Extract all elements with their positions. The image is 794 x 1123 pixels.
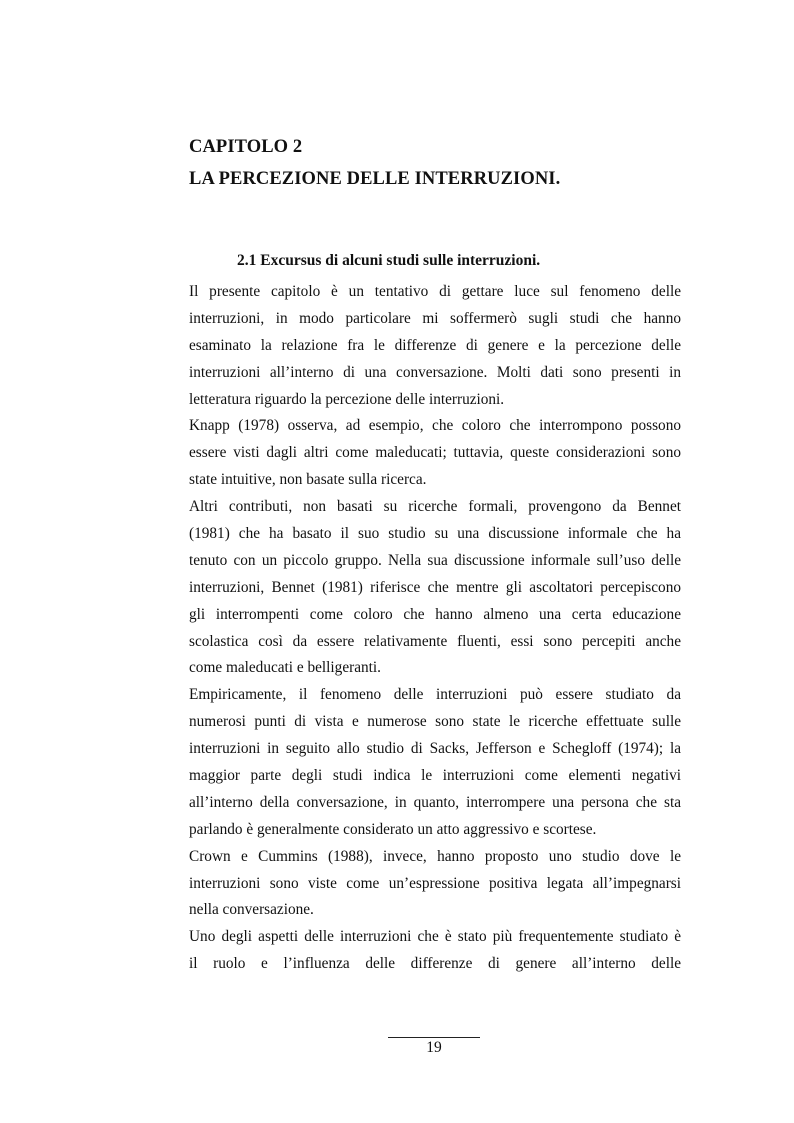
text-line: interruzioni sono viste come un’espressione positiva legata all’impegnarsi bbox=[189, 874, 681, 892]
section-heading: 2.1 Excursus di alcuni studi sulle interruzioni. bbox=[237, 252, 541, 269]
text-line: all’interno della conversazione, in quanto, interrompere una persona che sta bbox=[189, 793, 681, 811]
text-line: Altri contributi, non basati su ricerche formali, provengono da Bennet bbox=[189, 498, 681, 516]
chapter-heading bbox=[189, 131, 560, 195]
text-line: esaminato la relazione fra le differenze di genere e la percezione delle bbox=[189, 336, 681, 354]
text-line: interruzioni all’interno di una conversazione. Molti dati sono presenti in bbox=[189, 363, 681, 381]
text-line: gli interrompenti come coloro che hanno almeno una certa educazione bbox=[189, 605, 681, 623]
text-line: il ruolo e l’influenza delle differenze di genere all’interno delle bbox=[189, 955, 681, 973]
text-line: interruzioni in seguito allo studio di Sacks, Jefferson e Schegloff (1974); la bbox=[189, 740, 681, 758]
text-line: (1981) che ha basato il suo studio su una discussione informale che ha bbox=[189, 525, 681, 543]
text-line: essere visti dagli altri come maleducati; tuttavia, queste considerazioni sono bbox=[189, 444, 681, 462]
body-text bbox=[189, 279, 681, 978]
text-line: letteratura riguardo la percezione delle interruzioni. bbox=[189, 390, 505, 408]
text-line: state intuitive, non basate sulla ricerca. bbox=[189, 471, 427, 489]
text-line: scolastica così da essere relativamente fluenti, essi sono percepiti anche bbox=[189, 632, 681, 650]
page-number: 19 bbox=[426, 1039, 442, 1056]
text-line: tenuto con un piccolo gruppo. Nella sua discussione informale sull’uso delle bbox=[189, 551, 681, 569]
text-line: maggior parte degli studi indica le interruzioni come elementi negativi bbox=[189, 767, 681, 785]
text-line: Empiricamente, il fenomeno delle interruzioni può essere studiato da bbox=[189, 686, 681, 704]
text-line: parlando è generalmente considerato un atto aggressivo e scortese. bbox=[189, 820, 597, 838]
footer-divider bbox=[388, 1037, 480, 1038]
text-line: Uno degli aspetti delle interruzioni che è stato più frequentemente studiato è bbox=[189, 928, 681, 946]
text-line: Il presente capitolo è un tentativo di gettare luce sul fenomeno delle bbox=[189, 283, 681, 300]
text-line: nella conversazione. bbox=[189, 901, 314, 919]
chapter-number: CAPITOLO 2 bbox=[189, 137, 303, 157]
text-line: Knapp (1978) osserva, ad esempio, che coloro che interrompono possono bbox=[189, 417, 681, 435]
text-line: come maleducati e belligeranti. bbox=[189, 659, 381, 677]
text-line: interruzioni, Bennet (1981) riferisce che mentre gli ascoltatori percepiscono bbox=[189, 578, 681, 596]
text-line: numerosi punti di vista e numerose sono state le ricerche effettuate sulle bbox=[189, 713, 681, 731]
text-line: interruzioni, in modo particolare mi soffermerò sugli studi che hanno bbox=[189, 309, 681, 327]
chapter-title: LA PERCEZIONE DELLE INTERRUZIONI. bbox=[189, 169, 561, 189]
text-line: Crown e Cummins (1988), invece, hanno proposto uno studio dove le bbox=[189, 847, 681, 865]
